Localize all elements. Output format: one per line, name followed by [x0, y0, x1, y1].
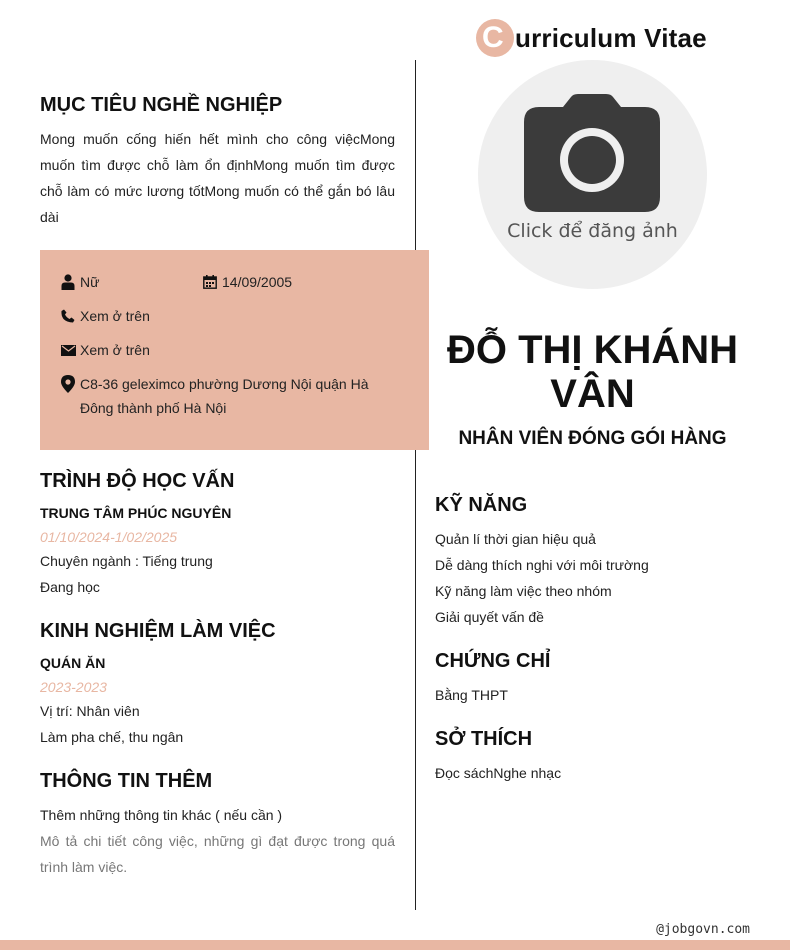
skill-item: Quản lí thời gian hiệu quả [435, 531, 596, 547]
job-title: NHÂN VIÊN ĐÓNG GÓI HÀNG [458, 428, 727, 449]
experience-duties: Làm pha chế, thu ngân [40, 729, 184, 745]
gender-value: Nữ [80, 274, 100, 290]
contact-email [60, 338, 150, 362]
envelope-icon [60, 338, 76, 362]
education-status: Đang học [40, 579, 100, 595]
photo-upload-label: Click để đăng ảnh [507, 220, 678, 242]
logo-circle [476, 19, 514, 57]
photo-upload[interactable] [478, 60, 707, 289]
candidate-name: ĐỖ THỊ KHÁNH VÂN [446, 328, 739, 416]
watermark: @jobgovn.com [656, 922, 750, 937]
additional-line2: Mô tả chi tiết công việc, những gì đạt được trong quá trình làm việc. [40, 833, 395, 875]
objective-heading: MỤC TIÊU NGHỀ NGHIỆP [40, 94, 283, 116]
contact-birthday [202, 270, 292, 294]
phone-value: Xem ở trên [80, 308, 150, 324]
education-period: 01/10/2024-1/02/2025 [40, 529, 178, 545]
map-pin-icon [60, 372, 76, 396]
skill-item: Giải quyết vấn đề [435, 609, 544, 625]
logo-text: urriculum Vitae [515, 22, 707, 53]
footer-bar [0, 940, 790, 950]
phone-icon [60, 304, 76, 328]
objective-text: Mong muốn cống hiến hết mình cho công việcMong muốn tìm được chỗ làm ổn địnhMong muốn tìm được chỗ làm có mức lương tốtMong muốn có thể gắn bó lâu dài [40, 131, 395, 225]
cv-logo [476, 18, 707, 58]
education-major: Chuyên ngành : Tiếng trung [40, 553, 213, 569]
contact-gender [60, 270, 99, 294]
certificate-item: Bằng THPT [435, 687, 508, 703]
camera-icon [523, 93, 661, 213]
skills-heading: KỸ NĂNG [435, 494, 528, 516]
experience-position: Vị trí: Nhân viên [40, 703, 140, 719]
contact-box [40, 250, 429, 450]
skill-item: Dễ dàng thích nghi với môi trường [435, 557, 649, 573]
hobbies-heading: SỞ THÍCH [435, 728, 533, 750]
calendar-icon [202, 270, 218, 294]
certificates-heading: CHỨNG CHỈ [435, 650, 551, 672]
logo-initial: C [482, 21, 504, 54]
email-value: Xem ở trên [80, 342, 150, 358]
hobbies-text: Đọc sáchNghe nhạc [435, 765, 562, 781]
education-heading: TRÌNH ĐỘ HỌC VẤN [40, 470, 235, 492]
column-divider [415, 60, 416, 910]
birthday-value: 14/09/2005 [222, 274, 293, 290]
experience-heading: KINH NGHIỆM LÀM VIỆC [40, 620, 276, 642]
contact-phone [60, 304, 150, 328]
person-icon [60, 270, 76, 294]
experience-period: 2023-2023 [40, 679, 107, 695]
address-value: C8-36 geleximco phường Dương Nội quận Hà Đông thành phố Hà Nội [80, 376, 369, 416]
experience-company: QUÁN ĂN [40, 655, 106, 671]
skill-item: Kỹ năng làm việc theo nhóm [435, 583, 612, 599]
additional-heading: THÔNG TIN THÊM [40, 770, 213, 792]
education-school: TRUNG TÂM PHÚC NGUYÊN [40, 505, 232, 521]
contact-address [60, 372, 380, 420]
additional-line1: Thêm những thông tin khác ( nếu cần ) [40, 807, 283, 823]
